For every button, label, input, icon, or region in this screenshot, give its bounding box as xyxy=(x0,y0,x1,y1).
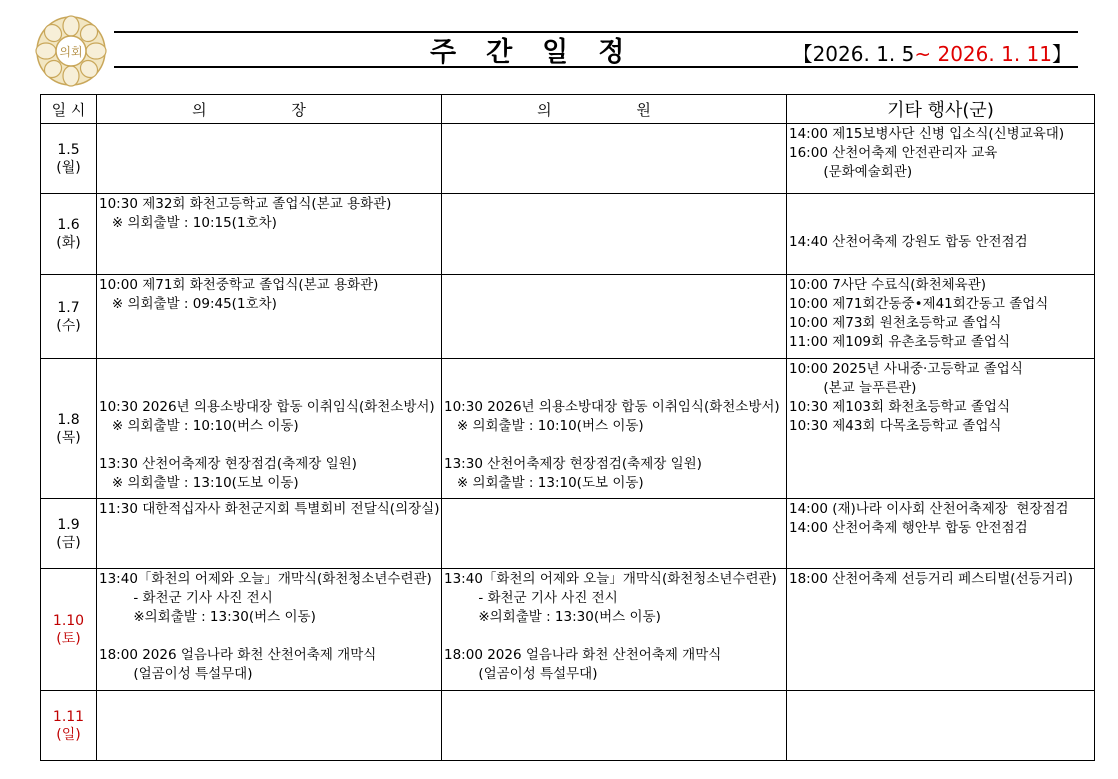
period-end: 2026. 1. 11 xyxy=(937,42,1052,66)
date-text: 1.7 xyxy=(57,299,80,316)
period-close: 】 xyxy=(1052,42,1072,66)
date-cell xyxy=(41,499,97,569)
date-cell xyxy=(41,275,97,359)
other-cell: 14:40 산천어축제 강원도 합동 안전점검 xyxy=(787,194,1095,275)
members-cell xyxy=(442,499,787,569)
col-header-council: 의 장 xyxy=(97,95,442,124)
date-text: 1.9 xyxy=(57,516,80,533)
col-header-date: 일 시 xyxy=(41,95,97,124)
page-title: 주간일정 xyxy=(430,37,655,68)
table-row xyxy=(41,499,1095,569)
council-emblem xyxy=(34,14,108,88)
date-cell xyxy=(41,359,97,499)
date-text: 1.10 xyxy=(52,612,85,629)
day-text: (수) xyxy=(56,317,81,334)
period-range xyxy=(793,38,1072,67)
weekly-schedule-table xyxy=(40,94,1095,761)
day-text: (토) xyxy=(56,630,81,647)
table-row xyxy=(41,359,1095,499)
header-row xyxy=(41,95,1095,124)
members-cell xyxy=(442,691,787,761)
table-row xyxy=(41,124,1095,194)
period-tilde: ~ xyxy=(914,42,938,66)
day-text: (월) xyxy=(56,159,81,176)
other-cell: 14:00 (재)나라 이사회 산천어축제장 현장점검 14:00 산천어축제 행안부 합동 안전점검 xyxy=(787,499,1095,569)
date-cell xyxy=(41,691,97,761)
day-text: (화) xyxy=(56,235,81,251)
table-row xyxy=(41,569,1095,691)
date-text: 1.6 xyxy=(57,217,80,233)
other-cell: 14:00 제15보병사단 신병 입소식(신병교육대) 16:00 산천어축제 안전관리자 교육 (문화예술회관) xyxy=(787,124,1095,194)
council-cell: 13:40「화천의 어제와 오늘」개막식(화천청소년수련관) - 화천군 기사 사진 전시 ※의회출발 : 13:30(버스 이동) 18:00 2026 얼음나라 화천 산천어축제 개막식 (얼곰이성 특설무대) xyxy=(97,569,442,691)
day-text: (목) xyxy=(56,429,81,446)
members-cell: 13:40「화천의 어제와 오늘」개막식(화천청소년수련관) - 화천군 기사 사진 전시 ※의회출발 : 13:30(버스 이동) 18:00 2026 얼음나라 화천 산천어축제 개막식 (얼곰이성 특설무대) xyxy=(442,569,787,691)
date-text: 1.5 xyxy=(57,141,80,158)
members-cell xyxy=(442,194,787,275)
period-start: 【2026. 1. 5 xyxy=(792,42,915,66)
council-cell: 10:00 제71회 화천중학교 졸업식(본교 용화관) ※ 의회출발 : 09:45(1호차) xyxy=(97,275,442,359)
date-cell xyxy=(41,124,97,194)
members-cell xyxy=(442,275,787,359)
day-text: (금) xyxy=(56,534,81,551)
other-cell: 10:00 7사단 수료식(화천체육관) 10:00 제71회간동중•제41회간동고 졸업식 10:00 제73회 원천초등학교 졸업식 11:00 제109회 유촌초등학교 졸업식 xyxy=(787,275,1095,359)
date-cell xyxy=(41,569,97,691)
table-row xyxy=(41,194,1095,275)
council-cell xyxy=(97,691,442,761)
council-cell: 10:30 2026년 의용소방대장 합동 이취임식(화천소방서) ※ 의회출발 : 10:10(버스 이동) 13:30 산천어축제장 현장점검(축제장 일원) ※ 의회출발 : 13:10(도보 이동) xyxy=(97,359,442,499)
council-cell: 11:30 대한적십자사 화천군지회 특별회비 전달식(의장실) xyxy=(97,499,442,569)
table-row xyxy=(41,275,1095,359)
date-text: 1.8 xyxy=(57,411,80,428)
council-cell xyxy=(97,124,442,194)
council-cell: 10:30 제32회 화천고등학교 졸업식(본교 용화관) ※ 의회출발 : 10:15(1호차) xyxy=(97,194,442,275)
other-cell xyxy=(787,691,1095,761)
other-cell: 18:00 산천어축제 선등거리 페스티벌(선등거리) xyxy=(787,569,1095,691)
other-cell: 10:00 2025년 사내중·고등학교 졸업식 (본교 늘푸른관) 10:30 제103회 화천초등학교 졸업식 10:30 제43회 다목초등학교 졸업식 xyxy=(787,359,1095,499)
table-row xyxy=(41,691,1095,761)
col-header-members: 의 원 xyxy=(442,95,787,124)
members-cell: 10:30 2026년 의용소방대장 합동 이취임식(화천소방서) ※ 의회출발 : 10:10(버스 이동) 13:30 산천어축제장 현장점검(축제장 일원) ※ 의회출발 : 13:10(도보 이동) xyxy=(442,359,787,499)
date-text: 1.11 xyxy=(52,708,85,725)
col-header-other: 기타 행사(군) xyxy=(787,95,1095,124)
date-cell xyxy=(41,194,97,275)
day-text: (일) xyxy=(56,726,81,743)
emblem-text: 의회 xyxy=(59,45,83,59)
members-cell xyxy=(442,124,787,194)
